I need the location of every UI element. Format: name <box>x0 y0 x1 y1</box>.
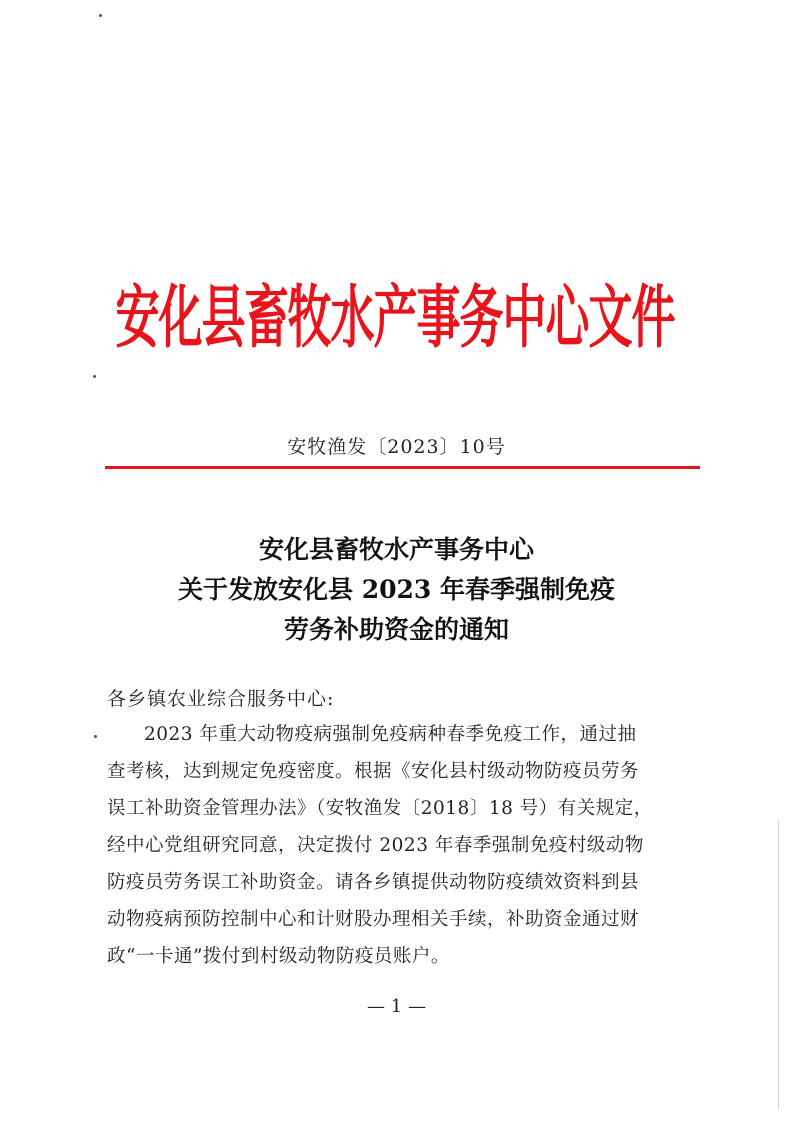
scan-edge-line <box>778 820 779 1110</box>
document-number: 安牧渔发〔2023〕10号 <box>287 436 506 458</box>
scan-speck <box>94 735 97 738</box>
notice-title <box>0 530 793 650</box>
body-line: 经中心党组研究同意，决定拨付 2023 年春季强制免疫村级动物 <box>107 835 644 856</box>
page-number: — 1 — <box>367 996 426 1017</box>
red-divider-line <box>105 466 700 469</box>
notice-title-line: 关于发放安化县 2023 年春季强制免疫 <box>178 575 615 604</box>
body-line: 2023 年重大动物疫病强制免疫病种春季免疫工作，通过抽 <box>144 724 637 745</box>
body-paragraph <box>107 716 692 975</box>
notice-title-line: 劳务补助资金的通知 <box>283 615 509 644</box>
body-line: 查考核，达到规定免疫密度。根据《安化县村级动物防疫员劳务 <box>107 761 640 782</box>
notice-title-line: 安化县畜牧水产事务中心 <box>258 535 534 564</box>
scan-speck <box>93 375 96 378</box>
scan-speck <box>99 14 102 17</box>
addressee: 各乡镇农业综合服务中心: <box>107 688 335 710</box>
body-line: 防疫员劳务误工补助资金。请各乡镇提供动物防疫绩效资料到县 <box>107 872 640 893</box>
body-line: 政“一卡通”拨付到村级动物防疫员账户。 <box>107 946 450 967</box>
body-line: 动物疫病预防控制中心和计财股办理相关手续，补助资金通过财 <box>107 909 640 930</box>
issuer-banner: 安化县畜牧水产事务中心文件 <box>115 279 675 359</box>
body-line: 误工补助资金管理办法》（安牧渔发〔2018〕18 号）有关规定， <box>107 798 653 819</box>
